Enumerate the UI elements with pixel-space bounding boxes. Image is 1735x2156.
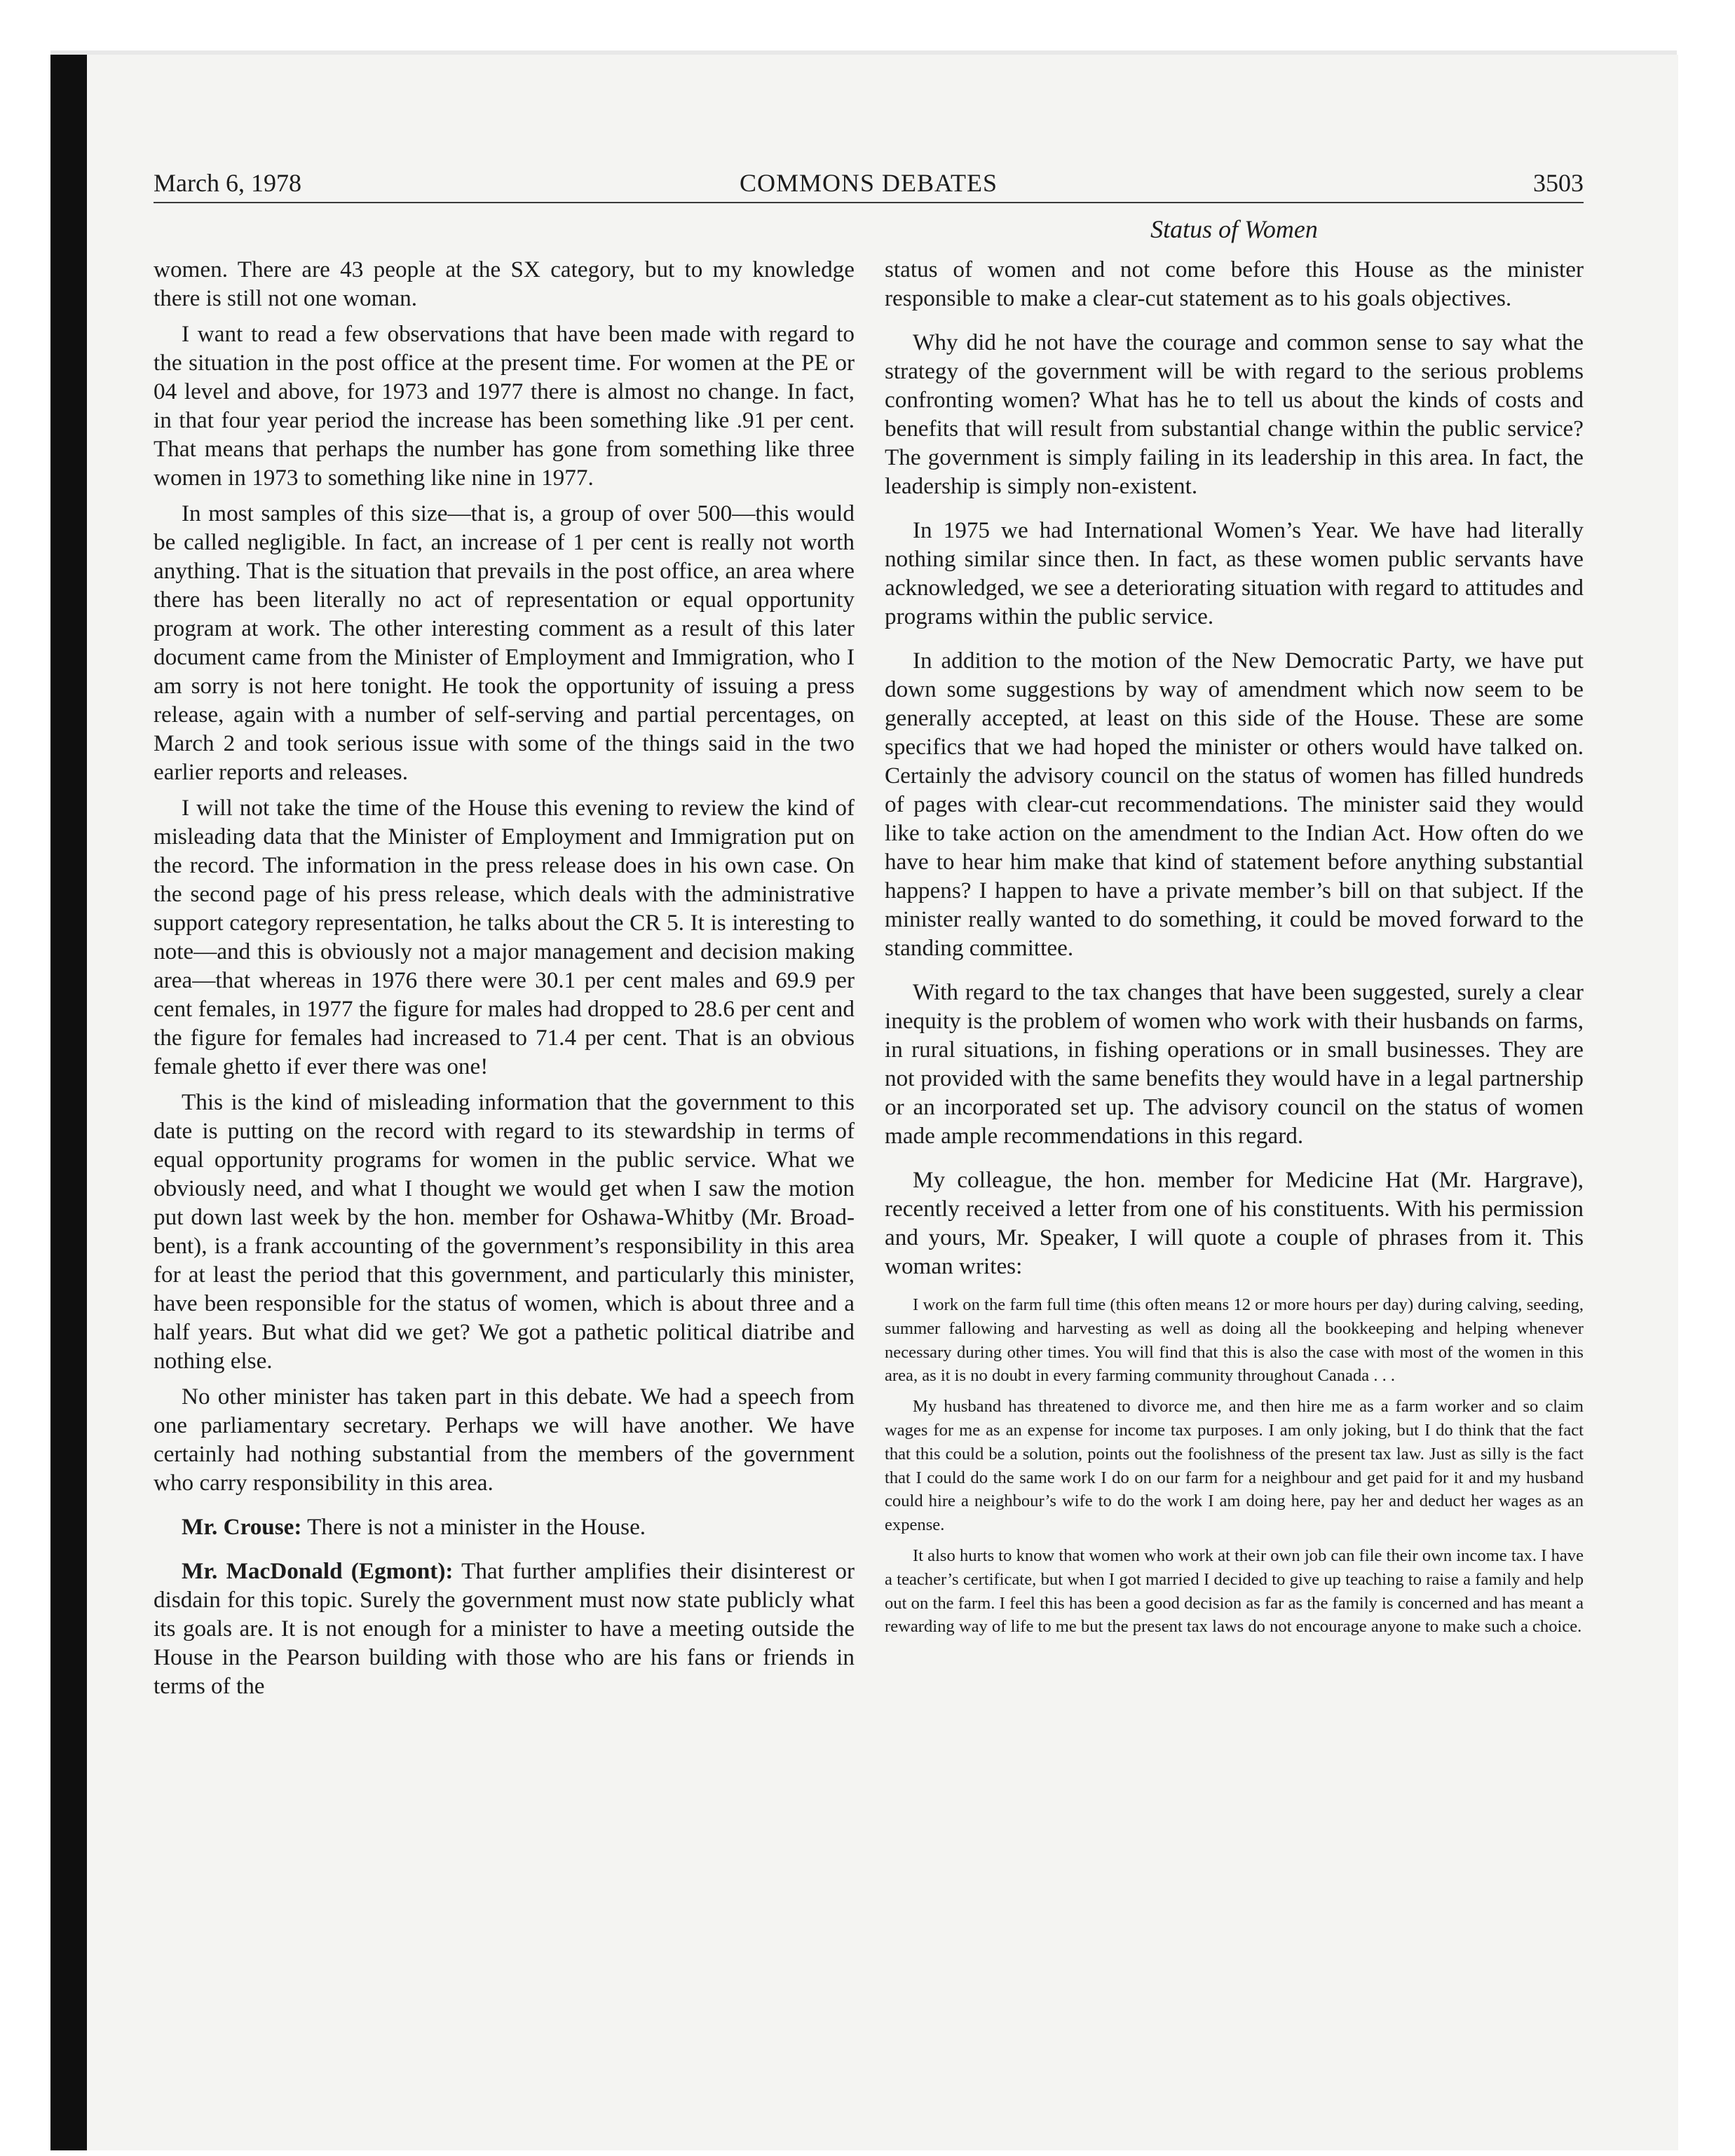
header-title: COMMONS DEBATES xyxy=(739,169,998,197)
page-number: 3503 xyxy=(1533,169,1584,197)
speech-crouse xyxy=(154,1513,855,1541)
scan-edge xyxy=(50,50,87,2150)
paragraph: No other minister has taken part in this debate. We had a speech from one parliamentary secretary. Perhaps we will have another. We have certainly had nothing substantial from the members of the government who carry responsibility in this area. xyxy=(154,1384,855,1496)
paragraph: I will not take the time of the House this evening to review the kind of misleading data that the Minister of Employment and Immigration put on the record. The information in the press release does in his own case. On the second page of his press release, which deals with the administrative support category representation, he talks about the CR 5. It is interesting to note—and this is obviously not a major management and decision making area—that whereas in 1976 there were 30.1 per cent males and 69.9 per cent females, in 1977 the figure for males had dropped to 28.6 per cent and the figure for females had increased to 71.4 per cent. That is an obvious female ghetto if ever there was one! xyxy=(154,795,855,1079)
speech-text: That further amplifies their disinterest or disdain for this topic. Surely the government must now state publicly what its goals are. It is not enough for a minister to have a meeting outside the House in the Pearson building with those who are his fans or friends in terms of the xyxy=(154,1558,855,1699)
paragraph: This is the kind of misleading information that the government to this date is putting on the record with regard to its stewardship in terms of equal opportunity programs for women in the public service. What we obviously need, and what I thought we would get when I saw the motion put down last week by the hon. member for Oshawa-Whitby (Mr. Broadbent), is a frank accounting of the government’s responsibility in this area for at least the period that this government, and particularly this minister, have been responsible for the status of women, which is about three and a half years. But what did we get? We got a pathetic political diatribe and nothing else. xyxy=(154,1089,855,1374)
paragraph: I want to read a few observations that have been made with regard to the situation in the post office at the present time. For women at the PE or 04 level and above, for 1973 and 1977 there is almost no change. In fact, in that four year period the increase has been something like .91 per cent. That means that perhaps the number has gone from something like three women in 1973 to something like nine in 1977. xyxy=(154,321,855,491)
paragraph: Why did he not have the courage and common sense to say what the strategy of the government will be with regard to the serious problems confronting women? What has he to tell us about the kinds of costs and benefits that will result from substantial change within the public service? The government is simply failing in its leadership in this area. In fact, the leadership is simply non-existent. xyxy=(885,329,1584,499)
speech-text: There is not a minister in the House. xyxy=(301,1514,646,1540)
quote-paragraph: My husband has threatened to divorce me, and then hire me as a farm worker and so claim wages for me as an expense for income tax purposes. I am only joking, but I do think that the fact that this could be a solution, points out the foolishness of the present tax law. Just as silly is the fact that I could do the same work I do on our farm for a neighbour and get paid for it and my husband could hire a neighbour’s wife to do the work I am doing here, pay her and deduct her wages as an expense. xyxy=(885,1397,1584,1535)
header-rule xyxy=(154,202,1584,203)
paragraph: women. There are 43 people at the SX category, but to my knowledge there is still not one woman. xyxy=(154,257,855,311)
page-header xyxy=(154,168,1584,200)
speech-macdonald xyxy=(154,1557,855,1700)
left-column xyxy=(154,255,855,1700)
section-subtitle: Status of Women xyxy=(1150,215,1318,243)
quote-paragraph: I work on the farm full time (this often means 12 or more hours per day) during calving, seeding, summer fallowing and harvesting as well as doing all the bookkeeping and helping whenever necessary during other times. You will find that this is also the case with most of the women in this area, as it is no doubt in every farming community throughout Canada . . . xyxy=(885,1295,1584,1386)
quote-paragraph: It also hurts to know that women who work at their own job can file their own income tax. I have a teacher’s certificate, but when I got married I decided to give up teaching to raise a family and help out on the farm. I feel this has been a good decision as far as the family is concerned and has meant a rewarding way of life to me but the present tax laws do not encourage anyone to make such a choice. xyxy=(885,1546,1584,1637)
paragraph: In 1975 we had International Women’s Year. We have had literally nothing similar since then. In fact, as these women public servants have acknowledged, we see a deteriorating situation with regard to attitudes and programs within the public service. xyxy=(885,517,1584,629)
quoted-letter xyxy=(885,1293,1584,1639)
paragraph: In most samples of this size—that is, a group of over 500—this would be called negligible. In fact, an increase of 1 per cent is really not worth anything. That is the situation that prevails in the post office, an area where there has been literally no act of representation or equal opportunity program at work. The other interesting comment as a result of this later document came from the Minister of Employment and Immigration, who I am sorry is not here tonight. He took the opportunity of issuing a press release, again with a number of self-serving and partial percentages, on March 2 and took serious issue with some of the things said in the two earlier reports and releases. xyxy=(154,500,855,785)
header-date: March 6, 1978 xyxy=(154,169,301,197)
right-column xyxy=(885,255,1584,1639)
paragraph: My colleague, the hon. member for Medicine Hat (Mr. Hargrave), recently received a letter from one of his constituents. With his permission and yours, Mr. Speaker, I will quote a couple of phrases from it. This woman writes: xyxy=(885,1167,1584,1279)
paragraph: In addition to the motion of the New Democratic Party, we have put down some suggestions by way of amendment which now seem to be generally accepted, at least on this side of the House. These are some specifics that we had hoped the minister or others would have talked on. Certainly the advisory council on the status of women has filled hundreds of pages with clear-cut recommendations. The minister said they would like to take action on the amendment to the Indian Act. How often do we have to hear him make that kind of statement before anything substantial happens? I happen to have a private member’s bill on that subject. If the minister really wanted to do something, it could be moved forward to the standing committee. xyxy=(885,648,1584,961)
paragraph: With regard to the tax changes that have been suggested, surely a clear inequity is the problem of women who work with their husbands on farms, in rural situations, in fishing operations or in small businesses. They are not provided with the same benefits they would have in a legal partnership or an incorporated set up. The advisory council on the status of women made ample recommendations in this regard. xyxy=(885,979,1584,1149)
speaker-name: Mr. Crouse: xyxy=(182,1514,302,1540)
scan-top-edge xyxy=(50,50,1677,55)
paragraph: status of women and not come before this House as the minister responsible to make a clear-cut statement as to his goals objectives. xyxy=(885,257,1584,311)
speaker-name: Mr. MacDonald (Egmont): xyxy=(182,1558,454,1584)
